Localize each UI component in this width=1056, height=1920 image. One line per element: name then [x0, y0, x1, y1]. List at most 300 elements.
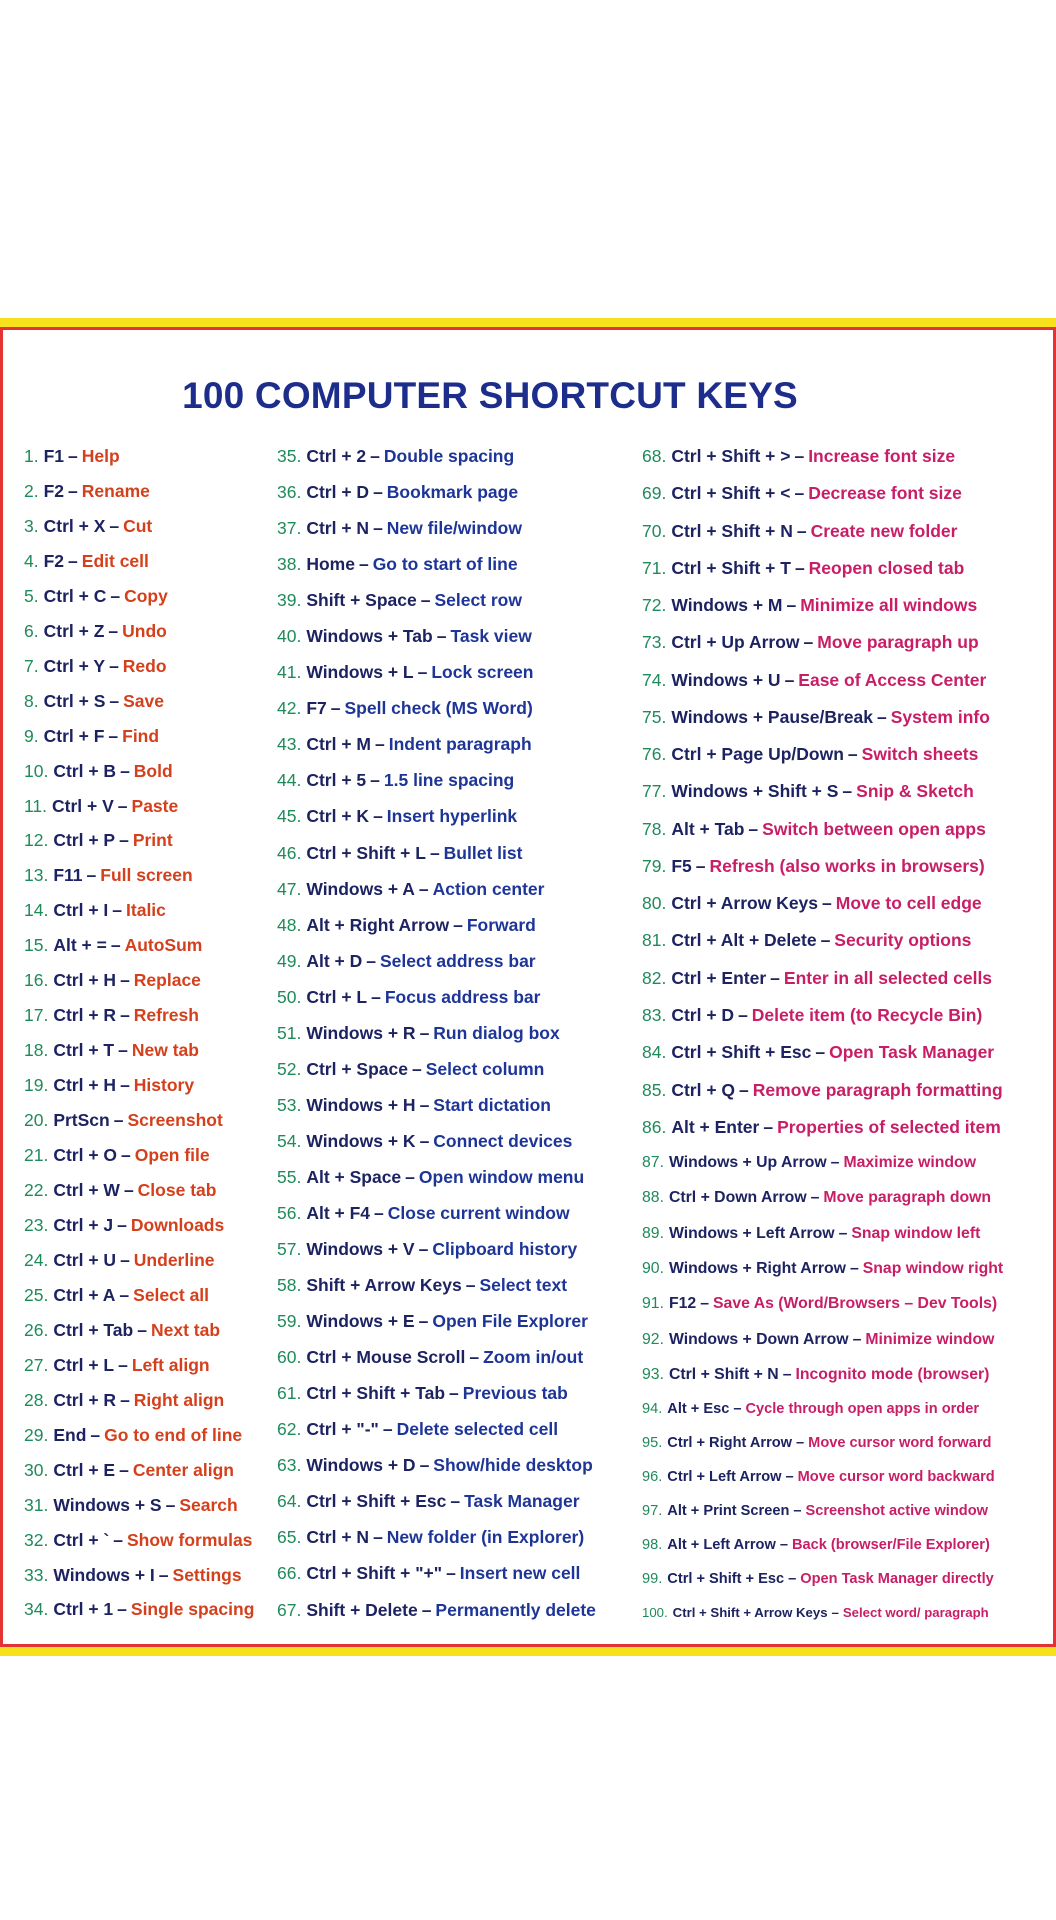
shortcut-item [642, 1225, 1054, 1243]
shortcut-keys: Ctrl + Shift + N [671, 520, 793, 541]
dash-separator: – [418, 1311, 429, 1332]
shortcut-number: 43. [277, 734, 302, 755]
shortcut-description: Task Manager [464, 1491, 580, 1512]
shortcut-keys: F12 [668, 1295, 697, 1313]
shortcut-description: Lock screen [431, 662, 534, 683]
shortcut-item [642, 744, 1054, 764]
shortcut-item [277, 1347, 637, 1367]
shortcut-number: 96. [642, 1468, 663, 1485]
shortcut-number: 35. [277, 446, 302, 466]
dash-separator: – [68, 550, 78, 571]
shortcut-item [642, 1042, 1054, 1062]
shortcut-item [277, 1311, 637, 1331]
shortcut-description: Save [123, 690, 164, 711]
shortcut-keys: Ctrl + N [306, 1527, 370, 1548]
shortcut-keys: Ctrl + T [53, 1040, 115, 1061]
shortcut-number: 21. [24, 1145, 49, 1166]
shortcut-item [642, 1605, 1054, 1620]
shortcut-keys: Ctrl + U [53, 1249, 117, 1270]
shortcut-description: Zoom in/out [483, 1347, 584, 1368]
shortcut-description: Select column [425, 1058, 545, 1079]
shortcut-keys: Ctrl + D [306, 482, 370, 503]
dash-separator: – [429, 842, 440, 863]
dash-separator: – [370, 446, 380, 466]
shortcut-description: Switch between open apps [762, 818, 986, 839]
shortcut-number: 53. [277, 1094, 302, 1115]
shortcut-keys: Ctrl + L [306, 986, 368, 1007]
shortcut-item [642, 446, 1054, 466]
dash-separator: – [785, 1468, 794, 1485]
shortcut-number: 67. [277, 1599, 302, 1620]
shortcut-description: System info [890, 706, 990, 727]
shortcut-number: 42. [277, 698, 302, 719]
dash-separator: – [113, 1110, 124, 1131]
shortcut-description: Next tab [150, 1319, 221, 1340]
dash-separator: – [108, 725, 119, 746]
shortcut-keys: Windows + S [53, 1494, 162, 1515]
shortcut-description: Snap window left [851, 1224, 981, 1242]
shortcut-description: Settings [172, 1564, 242, 1585]
shortcut-keys: Ctrl + Z [43, 620, 105, 641]
shortcut-item [24, 1040, 269, 1060]
shortcut-item [24, 1145, 269, 1165]
shortcut-item [642, 670, 1054, 690]
shortcut-keys: Ctrl + X [43, 515, 106, 536]
shortcut-number: 85. [642, 1079, 667, 1100]
shortcut-number: 18. [24, 1040, 49, 1061]
shortcut-keys: Ctrl + W [53, 1180, 120, 1201]
dash-separator: – [68, 480, 78, 501]
shortcut-keys: Ctrl + Shift + > [671, 446, 791, 466]
shortcut-keys: Ctrl + R [53, 1005, 117, 1026]
shortcut-number: 19. [24, 1075, 49, 1096]
shortcut-description: History [133, 1075, 195, 1096]
shortcut-keys: Windows + Shift + S [671, 781, 839, 802]
shortcut-item [642, 521, 1054, 541]
shortcut-column-3 [642, 446, 1054, 1620]
shortcut-number: 34. [24, 1599, 49, 1620]
shortcut-keys: Alt + D [306, 950, 363, 971]
shortcut-item [642, 1080, 1054, 1100]
dash-separator: – [830, 1154, 840, 1172]
shortcut-description: Previous tab [462, 1383, 568, 1404]
dash-separator: – [112, 900, 123, 921]
dash-separator: – [117, 795, 128, 816]
dash-separator: – [419, 1022, 430, 1043]
dash-separator: – [418, 878, 429, 899]
shortcut-item [24, 516, 269, 536]
shortcut-description: Focus address bar [384, 986, 541, 1007]
dash-separator: – [815, 1042, 826, 1063]
shortcut-description: Start dictation [433, 1094, 551, 1115]
shortcut-keys: Ctrl + Arrow Keys [671, 893, 819, 914]
dash-separator: – [421, 1599, 432, 1620]
shortcut-item [277, 1203, 637, 1223]
shortcut-keys: Ctrl + F [43, 725, 105, 746]
shortcut-number: 51. [277, 1022, 302, 1043]
shortcut-description: Single spacing [130, 1599, 255, 1620]
shortcut-keys: Windows + V [306, 1239, 415, 1260]
dash-separator: – [405, 1166, 415, 1187]
dash-separator: – [86, 865, 97, 886]
shortcut-description: Create new folder [810, 520, 958, 541]
shortcut-keys: Ctrl + K [306, 806, 370, 827]
dash-separator: – [119, 1459, 129, 1480]
shortcut-keys: Ctrl + Shift + "+" [306, 1563, 443, 1584]
dash-separator: – [121, 1145, 131, 1166]
shortcut-keys: Windows + K [306, 1130, 416, 1151]
dash-separator: – [109, 515, 120, 536]
shortcut-number: 30. [24, 1459, 49, 1480]
shortcut-number: 50. [277, 986, 302, 1007]
shortcut-keys: Ctrl + 5 [306, 770, 367, 791]
dash-separator: – [419, 1094, 430, 1115]
shortcut-number: 95. [642, 1435, 663, 1452]
shortcut-item [277, 1600, 637, 1620]
shortcut-number: 87. [642, 1154, 664, 1172]
dash-separator: – [842, 781, 853, 802]
dash-separator: – [738, 1004, 748, 1025]
shortcut-item [24, 481, 269, 501]
shortcut-item [24, 446, 269, 466]
shortcut-description: Downloads [130, 1214, 225, 1235]
shortcut-description: Open window menu [418, 1166, 585, 1187]
shortcut-keys: Windows + L [306, 662, 414, 683]
shortcut-item [642, 632, 1054, 652]
shortcut-description: New tab [131, 1040, 199, 1061]
shortcut-item [277, 770, 637, 790]
dash-separator: – [382, 1419, 393, 1440]
shortcut-description: Close current window [387, 1202, 570, 1223]
shortcut-item [642, 1571, 1054, 1588]
dash-separator: – [373, 1527, 383, 1548]
dash-separator: – [786, 595, 797, 616]
shortcut-item [277, 1527, 637, 1547]
shortcut-number: 98. [642, 1536, 663, 1553]
shortcut-keys: Ctrl + ` [53, 1529, 110, 1550]
shortcut-number: 23. [24, 1214, 49, 1235]
shortcut-number: 13. [24, 865, 49, 886]
shortcut-item [277, 698, 637, 718]
shortcut-keys: Windows + Left Arrow [668, 1224, 835, 1242]
shortcut-item [24, 830, 269, 850]
shortcut-description: Replace [133, 970, 201, 991]
shortcut-item [277, 1239, 637, 1259]
dash-separator: – [803, 632, 814, 653]
shortcut-item [24, 1005, 269, 1025]
shortcut-item [277, 1095, 637, 1115]
shortcut-keys: F5 [671, 855, 692, 876]
dash-separator: – [794, 446, 805, 466]
shortcut-keys: Ctrl + V [52, 795, 114, 816]
shortcut-item [642, 1435, 1054, 1452]
dash-separator: – [748, 818, 759, 839]
dash-separator: – [449, 1383, 459, 1404]
shortcut-item [642, 1189, 1054, 1207]
shortcut-item [24, 551, 269, 571]
shortcut-keys: Ctrl + Shift + Arrow Keys [672, 1604, 828, 1620]
dash-separator: – [700, 1295, 709, 1313]
shortcut-number: 8. [24, 690, 39, 711]
shortcut-description: AutoSum [124, 935, 203, 956]
shortcut-item [642, 483, 1054, 503]
shortcut-number: 88. [642, 1189, 664, 1207]
shortcut-number: 81. [642, 930, 667, 951]
dash-separator: – [117, 1599, 127, 1620]
shortcut-description: Switch sheets [861, 744, 979, 765]
shortcut-number: 45. [277, 806, 302, 827]
shortcut-keys: Windows + Right Arrow [668, 1259, 846, 1277]
dash-separator: – [450, 1491, 461, 1512]
shortcut-keys: Windows + Pause/Break [671, 706, 873, 727]
shortcut-description: Open File Explorer [432, 1311, 588, 1332]
dash-separator: – [373, 482, 383, 503]
shortcut-keys: PrtScn [53, 1110, 110, 1131]
shortcut-keys: Ctrl + R [53, 1389, 117, 1410]
shortcut-keys: Alt + Tab [671, 818, 745, 839]
shortcut-number: 60. [277, 1347, 302, 1368]
shortcut-keys: Ctrl + N [306, 518, 370, 539]
shortcut-number: 5. [24, 585, 39, 606]
shortcut-number: 9. [24, 725, 39, 746]
shortcut-description: Move cursor word backward [797, 1468, 995, 1485]
shortcut-item [24, 1320, 269, 1340]
dash-separator: – [446, 1563, 456, 1584]
shortcut-description: Remove paragraph formatting [752, 1079, 1003, 1100]
dash-separator: – [794, 483, 805, 504]
shortcut-item [642, 930, 1054, 950]
shortcut-keys: End [53, 1424, 87, 1445]
dash-separator: – [165, 1494, 176, 1515]
shortcut-keys: Ctrl + Shift + < [671, 483, 791, 504]
shortcut-item [24, 621, 269, 641]
shortcut-item [277, 1023, 637, 1043]
shortcut-item [277, 446, 637, 466]
shortcut-item [24, 1110, 269, 1130]
shortcut-number: 6. [24, 620, 39, 641]
shortcut-description: Refresh [133, 1005, 199, 1026]
shortcut-number: 31. [24, 1494, 49, 1515]
shortcut-description: Snip & Sketch [856, 781, 974, 802]
shortcut-description: Cycle through open apps in order [745, 1401, 980, 1418]
shortcut-description: Open Task Manager [829, 1042, 995, 1063]
shortcut-description: Open Task Manager directly [800, 1570, 994, 1587]
shortcut-keys: Shift + Space [306, 590, 417, 611]
shortcut-keys: Windows + E [306, 1311, 415, 1332]
shortcut-keys: Ctrl + Shift + L [306, 842, 426, 863]
shortcut-keys: Alt + Space [306, 1166, 402, 1187]
shortcut-item [277, 806, 637, 826]
shortcut-item [24, 1495, 269, 1515]
shortcut-number: 22. [24, 1180, 49, 1201]
shortcut-number: 78. [642, 818, 667, 839]
shortcut-description: Select row [434, 590, 522, 611]
shortcut-item [24, 1075, 269, 1095]
shortcut-item [642, 1401, 1054, 1418]
shortcut-description: Select word/ paragraph [842, 1604, 989, 1620]
shortcut-item [277, 1491, 637, 1511]
dash-separator: – [831, 1604, 839, 1620]
shortcut-number: 59. [277, 1311, 302, 1332]
shortcut-item [24, 1390, 269, 1410]
shortcut-keys: Ctrl + B [53, 760, 117, 781]
shortcut-item [24, 1180, 269, 1200]
shortcut-number: 70. [642, 520, 667, 541]
shortcut-item [24, 726, 269, 746]
dash-separator: – [113, 1529, 123, 1550]
shortcut-item [642, 781, 1054, 801]
dash-separator: – [373, 806, 383, 827]
dash-separator: – [120, 1005, 130, 1026]
shortcut-keys: Ctrl + Tab [53, 1319, 134, 1340]
dash-separator: – [417, 662, 428, 683]
shortcut-description: Delete item (to Recycle Bin) [751, 1004, 983, 1025]
shortcut-number: 92. [642, 1330, 664, 1348]
shortcut-keys: Windows + M [671, 595, 783, 616]
shortcut-item [277, 590, 637, 610]
dash-separator: – [796, 520, 807, 541]
shortcut-keys: F2 [43, 480, 65, 501]
dash-separator: – [371, 986, 381, 1007]
shortcut-number: 56. [277, 1202, 302, 1223]
shortcut-description: Show/hide desktop [433, 1455, 593, 1476]
shortcut-description: Screenshot active window [805, 1502, 988, 1519]
shortcut-description: Bold [133, 760, 173, 781]
shortcut-number: 66. [277, 1563, 302, 1584]
shortcut-number: 36. [277, 482, 302, 503]
shortcut-keys: Windows + Down Arrow [668, 1330, 849, 1348]
shortcut-number: 86. [642, 1116, 667, 1137]
shortcut-number: 89. [642, 1224, 664, 1242]
shortcut-number: 90. [642, 1259, 664, 1277]
shortcut-keys: Ctrl + Enter [671, 967, 767, 988]
shortcut-item [642, 595, 1054, 615]
dash-separator: – [794, 557, 805, 578]
shortcut-column-1 [24, 446, 269, 1620]
dash-separator: – [158, 1564, 169, 1585]
dash-separator: – [374, 1202, 384, 1223]
shortcut-keys: Home [306, 554, 355, 575]
shortcut-keys: Ctrl + A [53, 1284, 116, 1305]
shortcut-item [642, 893, 1054, 913]
dash-separator: – [465, 1275, 476, 1296]
shortcut-keys: Alt + Enter [671, 1116, 760, 1137]
shortcut-keys: Ctrl + Shift + Tab [306, 1383, 446, 1404]
dash-separator: – [118, 1040, 128, 1061]
shortcut-item [277, 554, 637, 574]
shortcut-description: Double spacing [383, 446, 515, 466]
shortcut-item [24, 1215, 269, 1235]
shortcut-description: Screenshot [127, 1110, 223, 1131]
shortcut-keys: Ctrl + Right Arrow [667, 1435, 793, 1452]
shortcut-keys: Ctrl + Q [671, 1079, 736, 1100]
dash-separator: – [119, 1284, 130, 1305]
dash-separator: – [120, 1389, 130, 1410]
shortcut-keys: Ctrl + "-" [306, 1419, 379, 1440]
shortcut-item [24, 935, 269, 955]
shortcut-description: Delete selected cell [396, 1419, 559, 1440]
shortcut-description: Spell check (MS Word) [344, 698, 533, 719]
shortcut-description: Rename [81, 480, 150, 501]
shortcut-keys: Ctrl + O [53, 1145, 118, 1166]
shortcut-item [277, 1419, 637, 1439]
shortcut-item [277, 843, 637, 863]
shortcut-keys: F7 [306, 698, 327, 719]
shortcut-item [24, 1565, 269, 1585]
shortcut-number: 25. [24, 1284, 49, 1305]
shortcut-description: Task view [450, 626, 532, 647]
shortcut-keys: Alt + F4 [306, 1202, 371, 1223]
shortcut-number: 46. [277, 842, 302, 863]
shortcut-item [277, 879, 637, 899]
shortcut-number: 29. [24, 1424, 49, 1445]
shortcut-description: Permanently delete [435, 1599, 596, 1620]
page-title: 100 COMPUTER SHORTCUT KEYS [182, 375, 798, 416]
shortcut-keys: Ctrl + H [53, 970, 117, 991]
shortcut-item [24, 1355, 269, 1375]
shortcut-number: 93. [642, 1365, 664, 1383]
shortcut-number: 91. [642, 1295, 664, 1313]
dash-separator: – [770, 967, 780, 988]
shortcut-number: 10. [24, 760, 49, 781]
shortcut-description: Search [179, 1494, 238, 1515]
dash-separator: – [876, 706, 887, 727]
shortcut-keys: Shift + Delete [306, 1599, 418, 1620]
shortcut-item [642, 1005, 1054, 1025]
shortcut-item [642, 1537, 1054, 1554]
shortcut-keys: Shift + Arrow Keys [306, 1275, 462, 1296]
shortcut-item [642, 1154, 1054, 1172]
shortcut-item [24, 796, 269, 816]
shortcut-number: 40. [277, 626, 302, 647]
dash-separator: – [820, 930, 831, 951]
dash-separator: – [109, 655, 119, 676]
shortcut-keys: Windows + U [671, 669, 781, 690]
shortcut-number: 2. [24, 480, 39, 501]
shortcut-number: 11. [24, 795, 48, 816]
shortcut-keys: Ctrl + I [53, 900, 109, 921]
shortcut-description: Insert hyperlink [386, 806, 518, 827]
dash-separator: – [137, 1319, 147, 1340]
shortcut-description: Save As (Word/Browsers – Dev Tools) [713, 1295, 998, 1313]
dash-separator: – [373, 518, 383, 539]
shortcut-keys: Ctrl + P [53, 830, 116, 851]
shortcut-keys: Windows + H [306, 1094, 416, 1115]
shortcut-number: 17. [24, 1005, 49, 1026]
shortcut-item [277, 1563, 637, 1583]
dash-separator: – [420, 590, 431, 611]
shortcut-item [277, 1059, 637, 1079]
dash-separator: – [120, 970, 130, 991]
shortcut-description: Select address bar [379, 950, 536, 971]
dash-separator: – [784, 669, 795, 690]
shortcut-number: 26. [24, 1319, 49, 1340]
shortcut-number: 76. [642, 744, 667, 765]
shortcut-description: Ease of Access Center [798, 669, 987, 690]
shortcut-number: 58. [277, 1275, 302, 1296]
shortcut-description: Move to cell edge [835, 893, 982, 914]
dash-separator: – [110, 935, 121, 956]
shortcut-description: Incognito mode (browser) [795, 1365, 990, 1383]
shortcut-item [277, 1167, 637, 1187]
dash-separator: – [419, 1455, 430, 1476]
dash-separator: – [375, 734, 385, 755]
shortcut-keys: Ctrl + E [53, 1459, 116, 1480]
shortcut-item [277, 951, 637, 971]
shortcut-item [277, 1275, 637, 1295]
shortcut-keys: Windows + I [53, 1564, 155, 1585]
shortcut-number: 62. [277, 1419, 302, 1440]
